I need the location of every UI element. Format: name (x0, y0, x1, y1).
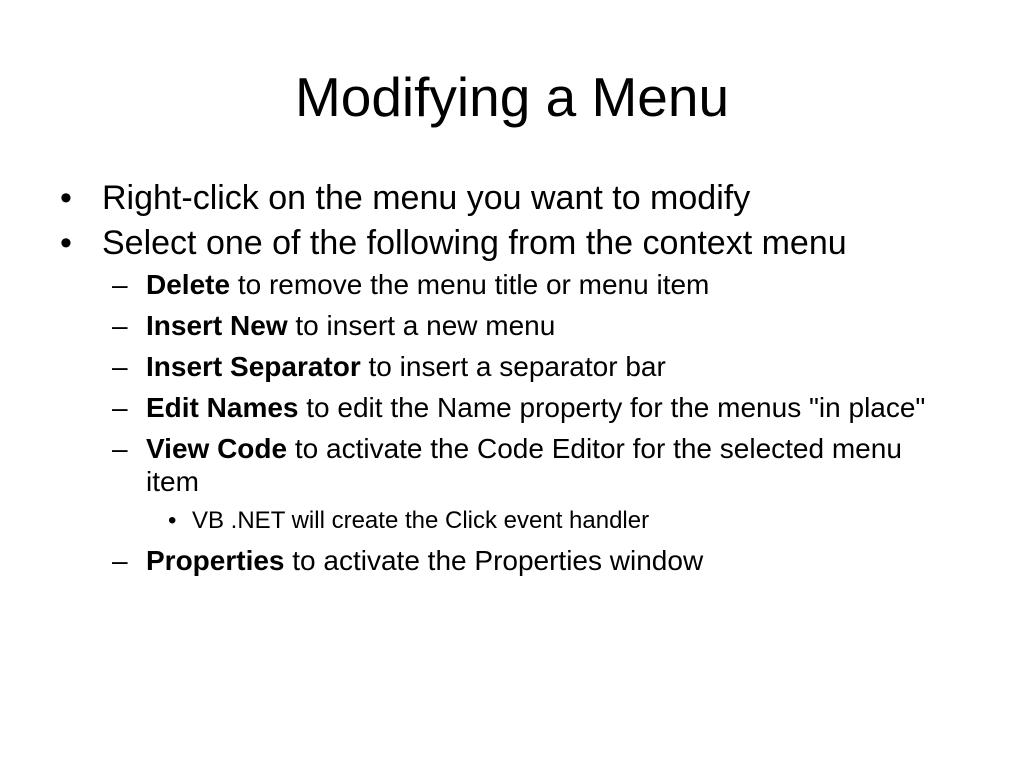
sub-bullet-text: to edit the Name property for the menus "in place" (298, 392, 926, 423)
dash-icon: – (112, 545, 128, 576)
sub-bullet-term: Properties (146, 545, 285, 576)
sub-bullet-text: to activate the Code Editor for the selected menu item (146, 433, 902, 497)
sub-bullet-text: to activate the Properties window (284, 545, 704, 576)
sub-bullet-delete (60, 268, 960, 301)
sub-sub-bullet (60, 506, 960, 536)
bullet-item (60, 178, 960, 218)
sub-bullet-view-code (60, 432, 960, 498)
sub-bullet-term: Insert Separator (146, 351, 361, 382)
sub-bullet-term: View Code (146, 433, 288, 464)
sub-bullet-text: to insert a new menu (287, 310, 556, 341)
dash-icon: – (112, 269, 128, 300)
sub-bullet-term: Delete (146, 269, 231, 300)
slide-title: Modifying a Menu (294, 66, 730, 128)
bullet-text: Select one of the following from the context menu (102, 224, 847, 262)
dash-icon: – (112, 433, 128, 464)
sub-bullet-text: to remove the menu title or menu item (230, 269, 710, 300)
bullet-item (60, 223, 960, 263)
sub-bullet-term: Edit Names (146, 392, 299, 423)
sub-bullet-insert-separator (60, 350, 960, 383)
bullet-icon: • (60, 224, 72, 262)
sub-bullet-text: to insert a separator bar (360, 351, 666, 382)
sub-bullet-edit-names (60, 391, 960, 424)
dash-icon: – (112, 310, 128, 341)
dash-icon: – (112, 351, 128, 382)
slide-content (60, 178, 960, 585)
bullet-text: Right-click on the menu you want to modify (102, 179, 751, 217)
bullet-icon: • (60, 179, 72, 217)
sub-bullet-term: Insert New (146, 310, 288, 341)
sub-bullet-insert-new (60, 309, 960, 342)
sub-bullet-properties (60, 544, 960, 577)
bullet-icon: • (168, 507, 177, 534)
sub-sub-bullet-text: VB .NET will create the Click event handler (192, 507, 650, 534)
dash-icon: – (112, 392, 128, 423)
